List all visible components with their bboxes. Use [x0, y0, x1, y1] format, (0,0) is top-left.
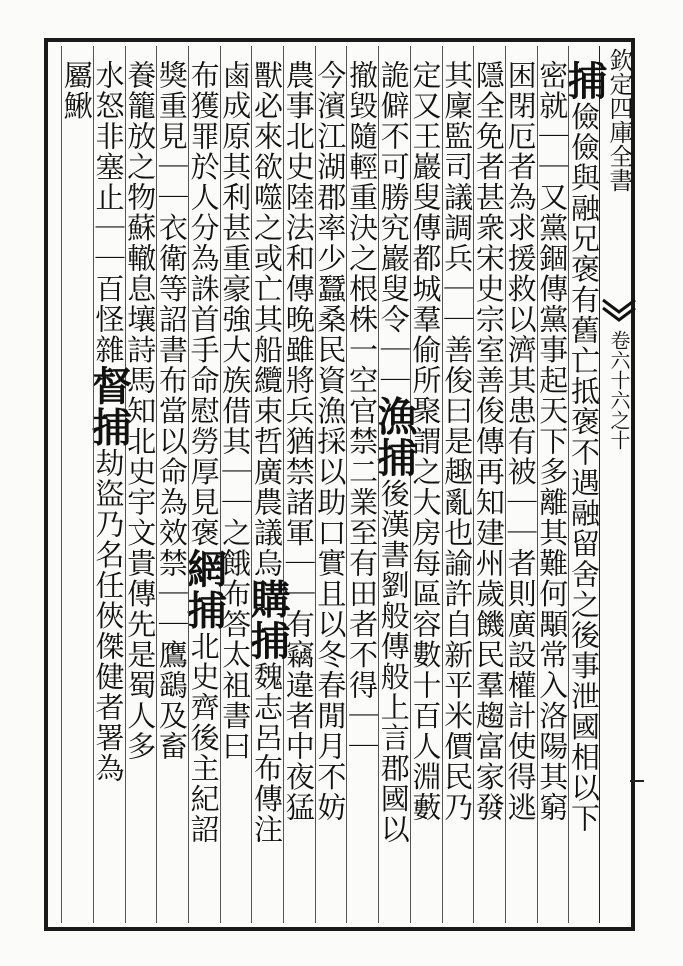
text-column — [315, 60, 347, 920]
text-column — [370, 60, 418, 920]
column-text: 鹵成原其利甚重豪強大族借其｜｜之餓布答太祖書曰 — [218, 60, 253, 762]
text-column — [220, 60, 252, 920]
fishtail-mark-icon — [603, 290, 635, 330]
text-column — [61, 60, 93, 920]
column-text: 今濱江湖郡率少蠶桑民資漁採以助口實且以冬春閒月不妨 — [313, 60, 348, 823]
column-text: 密就｜｜又黨錮傳黨事起天下多離其難何顒常入洛陽其窮 — [535, 60, 570, 823]
column-text: 詭僻不可勝究巖叟令｜｜ — [376, 60, 411, 396]
text-column — [243, 60, 291, 920]
volume-label: 卷六十六之十 — [607, 330, 631, 450]
text-column — [442, 60, 474, 920]
text-column — [125, 60, 157, 920]
text-column — [560, 60, 608, 920]
text-column — [346, 60, 378, 920]
headword: 捕 — [560, 60, 608, 102]
column-text: 農事北史陸法和傳晚雖將兵猶禁諸軍｜｜有竊違者中夜猛 — [281, 60, 316, 823]
headword: 購捕 — [243, 578, 291, 662]
column-rule — [61, 46, 62, 923]
text-column — [85, 60, 133, 920]
column-text: 其廩監司議調兵｜｜善俊曰是趣亂也諭許自新平米價民乃 — [440, 60, 475, 823]
column-text: 獸必來欲噬之或亡其船纜束哲廣農議烏 — [249, 60, 284, 579]
column-text: 北史齊後主紀詔 — [186, 631, 221, 845]
column-text: 水怒非塞止｜｜百怪雜 — [91, 60, 126, 365]
headword: 漁捕 — [370, 395, 418, 479]
column-text: 屬鰍 — [59, 60, 94, 121]
text-column — [410, 60, 442, 920]
column-text: 儉儉與融兄褒有舊亡抵褒不遇融留舍之後事泄國相以下 — [566, 101, 601, 834]
headword: 督捕 — [85, 365, 133, 448]
text-column — [156, 60, 188, 920]
column-text: 隱全免者甚衆宋史宗室善俊傳再知建州歲饑民羣趨富家發 — [471, 60, 506, 823]
column-text: 魏志呂布傳注 — [249, 661, 284, 845]
text-column — [505, 60, 537, 920]
column-text: 養籠放之物蘇轍息壤詩馬知北史宇文貴傳先是蜀人多 — [123, 60, 158, 762]
text-column — [473, 60, 505, 920]
column-text: 後漢書劉般傳般上言郡國以 — [376, 478, 411, 845]
headword: 網捕 — [180, 548, 228, 631]
column-text: 劫盜乃名任俠傑健者署為 — [91, 448, 126, 784]
margin-title: 欽定四庫全書 — [605, 48, 633, 192]
column-text: 困閉厄者為求援救以濟其患有被｜｜者則廣設權計使得逃 — [503, 60, 538, 823]
column-text: 獎重見｜｜衣衛等詔書布當以命為效禁｜｜鷹鷂及畜 — [154, 60, 189, 762]
text-column — [180, 60, 228, 920]
margin-volume — [603, 330, 635, 830]
column-text: 定又王巖叟傳都城羣偷所聚謂之大房每區容數十百人淵藪 — [408, 60, 443, 823]
text-column — [537, 60, 569, 920]
text-column — [283, 60, 315, 920]
column-text: 布獲罪於人分為誅首手命慰勞厚見褒 — [186, 60, 221, 548]
margin-tick — [630, 780, 644, 782]
column-rule — [93, 46, 94, 923]
column-text: 撤毀隨輕重決之根株一空官禁二業至有田者不得｜｜ — [345, 60, 380, 762]
